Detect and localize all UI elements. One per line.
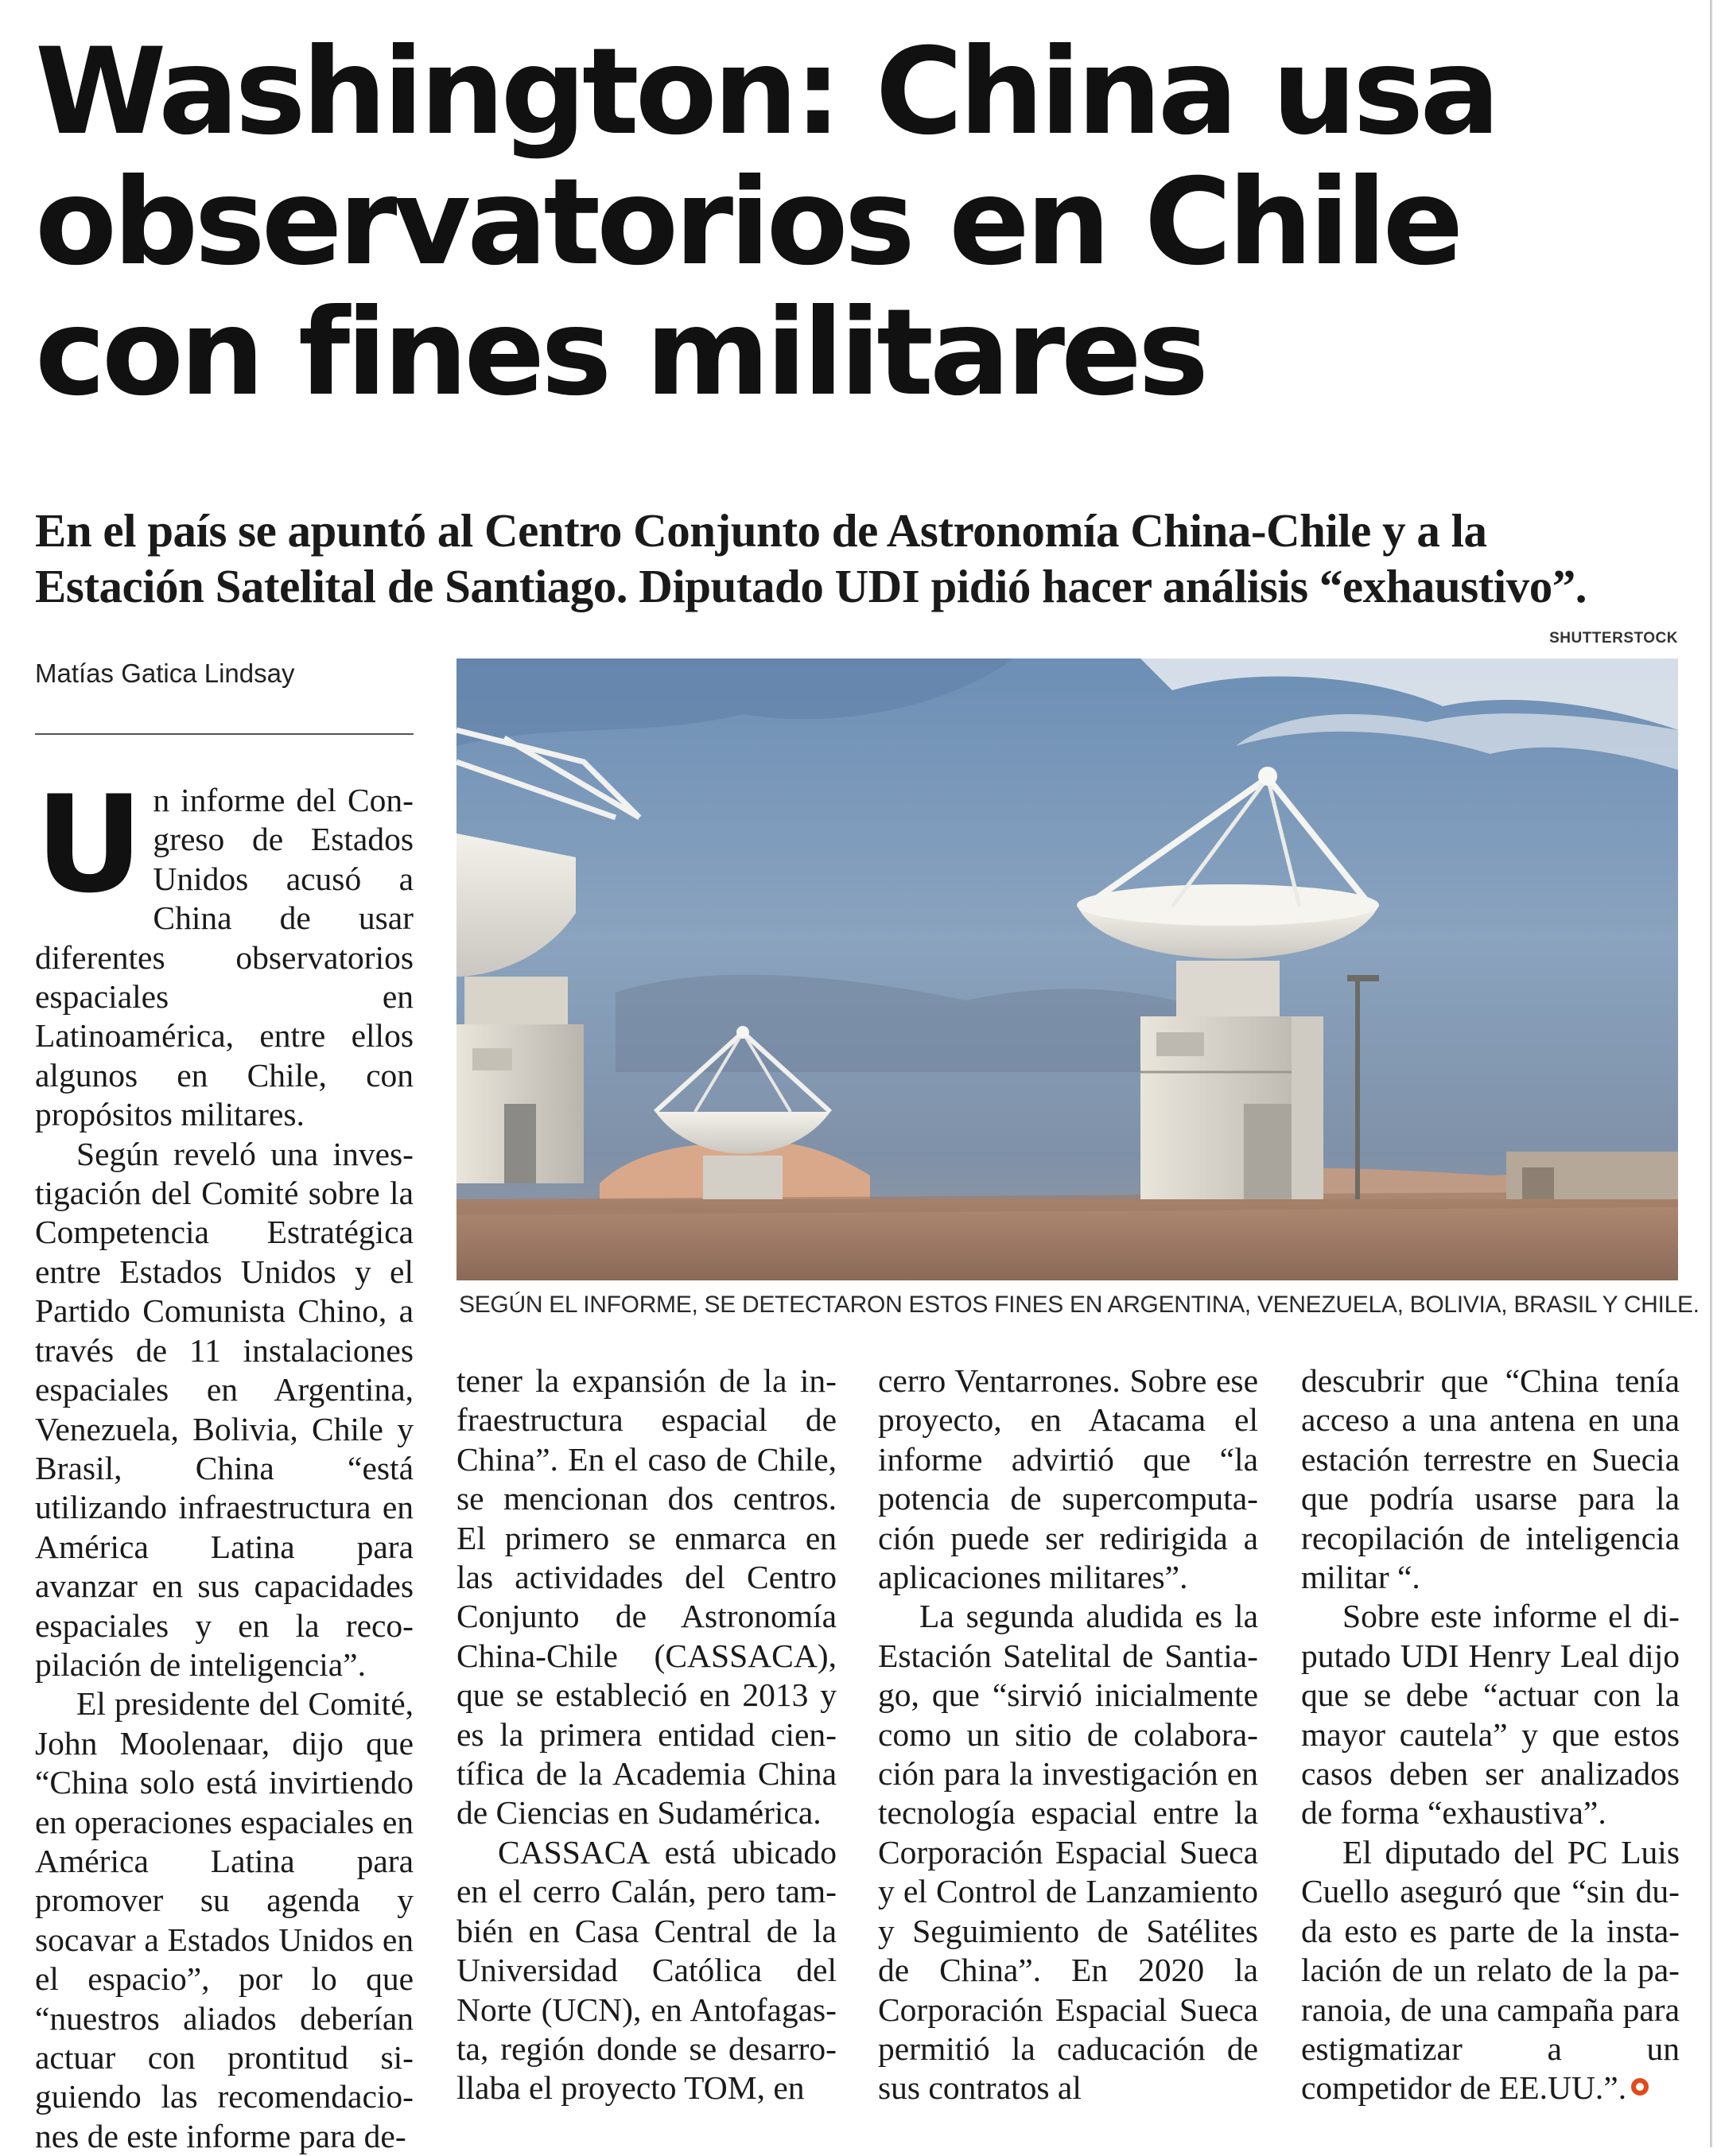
paragraph-text: n informe del Congreso de Estados Unidos acusó a China de usar diferentes observatorios espaciales en Latinoamérica, entre ellos algunos en Chile, con propósitos militares.: [35, 782, 414, 1133]
drop-cap: U: [35, 767, 144, 923]
subheadline-line: Estación Satelital de Santiago. Diputado UDI pidió hacer análisis “exhaustivo”.: [35, 560, 1587, 612]
subheadline: [35, 503, 1689, 614]
photo-caption: SEGÚN EL INFORME, SE DETECTARON ESTOS FINES EN ARGENTINA, VENEZUELA, BOLIVIA, BRASIL Y CHILE.: [459, 1292, 1700, 1318]
paragraph: CASSACA está ubicado en el cerro Calán, pero también en Casa Central de la Universidad Católica del Norte (UCN), en Antofagasta, región donde se desarrollaba el proyecto TOM, en: [456, 1833, 837, 2107]
subheadline-line: En el país se apuntó al Centro Conjunto de Astronomía China-Chile y a la: [35, 504, 1487, 557]
headline-line: observatorios en Chile: [35, 153, 1460, 292]
paragraph: La segunda aludida es la Estación Satelital de Santiago, que “sirvió inicialmente como un sitio de colaboración para la investigación en tecnología espacial entre la Corporación Espacial Sueca y el Control de Lanzamiento y Seguimiento de Satélites de China”. En 2020 la Corporación Espacial Sueca permitió la caducación de sus contratos al: [878, 1598, 1258, 2107]
paragraph: cerro Ventarrones. Sobre ese proyecto, en Atacama el informe advirtió que “la potencia de supercomputación puede ser redirigida a aplicaciones militares”.: [878, 1362, 1258, 1596]
photo-credit: SHUTTERSTOCK: [1549, 630, 1678, 647]
article-column-4: [1301, 1362, 1680, 2108]
headline-line: con fines militares: [35, 284, 1206, 422]
paragraph: [1301, 1833, 1680, 2108]
paragraph: tener la expansión de la infraestructura espacial de China”. En el caso de Chile, se mencionan dos centros. El primero se enmarca en las actividades del Centro Conjunto de Astronomía China-Chile (CASSACA), que se estableció en 2013 y es la primera entidad científica de la Academia China de Ciencias en Sudamérica.: [456, 1362, 837, 1832]
paragraph: descubrir que “China tenía acceso a una antena en una estación terrestre en Suecia que podría usarse para la recopilación de inteligencia militar “.: [1301, 1362, 1680, 1596]
end-of-article-icon: [1631, 2078, 1649, 2096]
radio-telescopes-illustration: [456, 658, 1678, 1280]
headline-line: Washington: China usa: [35, 23, 1497, 161]
observatory-photo: [456, 658, 1678, 1280]
article-column-2: [456, 1362, 837, 2108]
headline: [35, 23, 1689, 422]
paragraph: Según reveló una investigación del Comité sobre la Competencia Estratégica entre Estados Unidos y el Partido Comunista Chino, a través de 11 instalaciones espaciales en Argentina, Venezuela, Bolivia, Chile y Brasil, China “está utilizando infraestructura en América Latina para avanzar en sus capacidades espaciales y en la recopilación de inteligencia”.: [35, 1135, 414, 1683]
byline-divider: [35, 733, 414, 735]
paragraph-text: El diputado del PC Luis Cuello aseguró que “sin duda esto es parte de la instalación de un relato de la paranoia, de una campaña para estigmatizar a un competidor de EE.UU.”.: [1301, 1833, 1680, 2107]
byline: Matías Gatica Lindsay: [35, 658, 295, 688]
paragraph: Sobre este informe el diputado UDI Henry Leal dijo que se debe “actuar con la mayor cautela” y que estos casos deben ser analizados de forma “exhaustiva”.: [1301, 1598, 1680, 1832]
lead-paragraph: [35, 767, 414, 1135]
page-edge-rule: [1710, 0, 1712, 2147]
paragraph: El presidente del Comité, John Moolenaar, dijo que “China solo está invirtiendo en operaciones espaciales en América Latina para promover su agenda y socavar a Estados Unidos en el espacio”, por lo que “nuestros aliados deberían actuar con prontitud siguiendo las recomendaciones de este informe para de-: [35, 1685, 414, 2154]
article-column-1: [35, 767, 414, 2156]
article-column-3: [878, 1362, 1258, 2108]
